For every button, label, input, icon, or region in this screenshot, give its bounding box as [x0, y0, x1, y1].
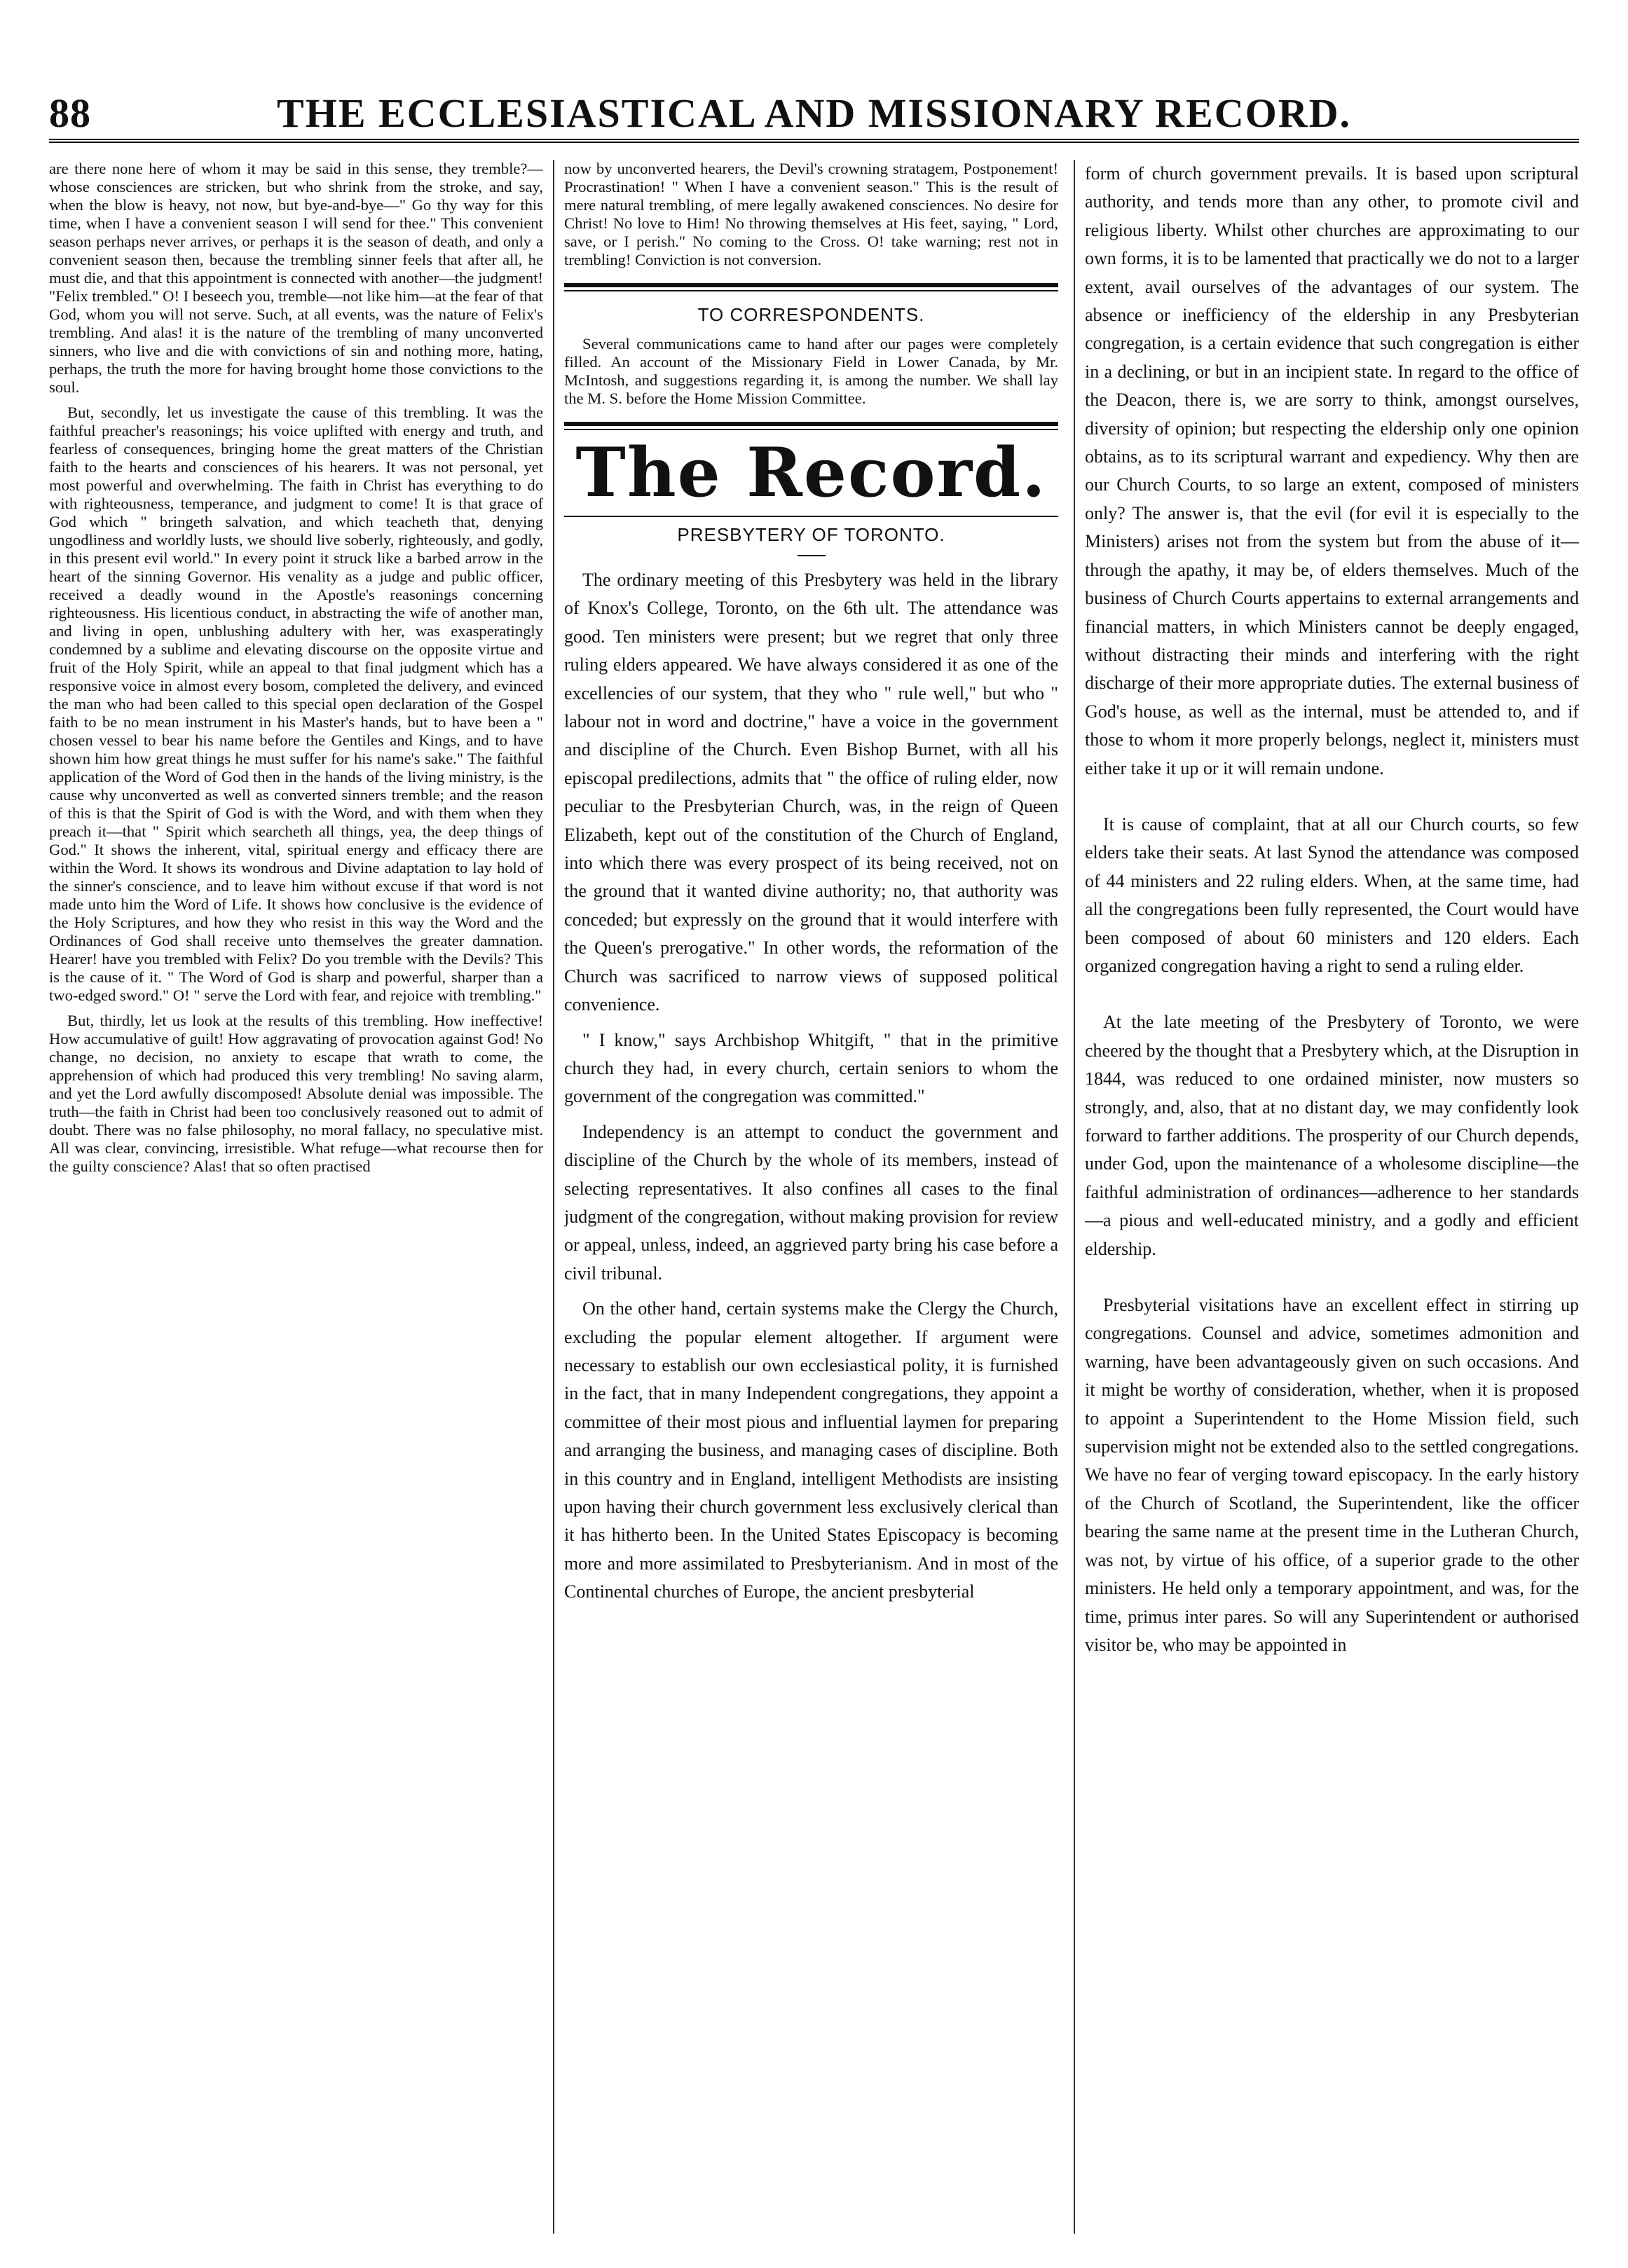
column-3-paragraph: Presbyterial visitations have an excellent effect in stirring up congregations. Counsel and advice, sometimes admonition and warning, have been advantageously given on such occasions. And it might be worthy of consideration, whether, when it is proposed to appoint a Superintendent to the Home Mission field, such supervision might not be extended also to the settled congregations. We have no fear of verging toward episcopacy. In the early history of the Church of Scotland, the Superintendent, like the officer bearing the same name at the present time in the Lutheran Church, was not, by virtue of his office, of a superior grade to the other ministers. He held only a temporary appointment, and was, for the time, primus inter pares. So will any Superintendent or authorised visitor be, who may be appointed in [1085, 1295, 1579, 1655]
running-title: THE ECCLESIASTICAL AND MISSIONARY RECORD. [277, 90, 1351, 136]
column-divider [553, 160, 554, 2234]
record-paragraph: " I know," says Archbishop Whitgift, " that in the primitive church they had, in every church, certain seniors to whom the government of the congregation was committed." [564, 1029, 1058, 1107]
record-paragraph: Independency is an attempt to conduct the government and discipline of the Church by the whole of its members, instead of selecting representatives. It also confines all cases to the final judgment of the congregation, without making provision for review or appeal, unless, indeed, an aggrieved party bring his case before a civil tribunal. [564, 1121, 1058, 1284]
column-3-paragraph: It is cause of complaint, that at all our Church courts, so few elders take their seats. At last Synod the attendance was composed of 44 ministers and 22 ruling elders. When, at the same time, had all the congregations been fully represented, the Court would have been composed of about 60 ministers and 120 elders. Each organized congregation having a right to send a ruling elder. [1085, 813, 1579, 976]
column-1 [49, 160, 543, 2234]
column-2 [564, 160, 1058, 2234]
section-rule-thick [564, 283, 1058, 287]
column-3-paragraph: At the late meeting of the Presbytery of Toronto, we were cheered by the thought that a Presbytery which, at the Disruption in 1844, was reduced to one ordained minister, now musters so strongly, and, also, that at no distant day, we may confidently look forward to farther additions. The prosperity of our Church depends, under God, upon the maintenance of a wholesome discipline—the faithful administration of ordinances—adherence to her standards—a pious and well-educated ministry, and a godly and efficient eldership. [1085, 1012, 1579, 1259]
column-divider [1074, 160, 1075, 2234]
correspondents-text: Several communications came to hand after our pages were completely filled. An account of the Missionary Field in Lower Canada, by Mr. McIntosh, and suggestions regarding it, is among the number. We shall lay the M. S. before the Home Mission Committee. [564, 335, 1058, 407]
section-rule-thin [564, 290, 1058, 291]
column-1-paragraph: But, secondly, let us investigate the cause of this trembling. It was the faithful preacher's reasonings; his voice uplifted with energy and truth, and fearless of consequences, bringing home the great matters of the Christian faith to the hearts and consciences of his hearers. It was not personal, yet most powerful and overwhelming. The faith in Christ has everything to do with righteousness, temperance, and judgment to come! It is that grace of God which " bringeth salvation, and which teacheth that, denying ungodliness and worldly lusts, we should live soberly, righteously, and godly, in this present evil world." In every point it struck like a barbed arrow in the heart of the sinning Governor. His venality as a judge and public officer, received a deadly wound in the Apostle's reasonings concerning righteousness. His licentious conduct, in abstracting the wife of another man, and living in open, unblushing adultery with her, was exasperatingly condemned by a sublime and elevating discourse on the opposite virtue and fruit of the Holy Spirit, while an appeal to that final judgment which has a responsive voice in almost every bosom, completed the delivery, and evinced the man who had been called to this special open declaration of the Gospel faith to be no mean instrument in his Master's hands, but to have been a " chosen vessel to bear his name before the Gentiles and Kings, and to have shown him how great things he must suffer for his name's sake." The faithful application of the Word of God then in the hands of the living ministry, is the cause why unconverted as well as converted sinners tremble; and the reason of this is that the Spirit of God is with the Word, and with them when they preach it—that " Spirit which searcheth all things, yea, the deep things of God." It shows the inherent, vital, spiritual energy and efficacy there are within the Word. It shows its wondrous and Divine adaptation to lay hold of the sinner's conscience, and to leave him without excuse if that word is not made unto him the Word of Life. It shows how conclusive is the evidence of the Holy Scriptures, and how they who resist in this way the Word and the Ordinances of God shall receive unto themselves the greater damnation. Hearer! have you trembled with Felix? Do you tremble with the Devils? This is the cause of it. " The Word of God is sharp and powerful, sharper than a two-edged sword." O! " serve the Lord with fear, and rejoice with trembling." [49, 404, 543, 1004]
section-rule-thin [564, 429, 1058, 430]
presbytery-heading: PRESBYTERY OF TORONTO. [677, 524, 945, 545]
record-paragraph: On the other hand, certain systems make the Clergy the Church, excluding the popular element altogether. If argument were necessary to establish our own ecclesiastical polity, it is furnished in the fact, that in many Independent congregations, they appoint a committee of their most pious and influential laymen for preparing and arranging the business, and managing cases of discipline. Both in this country and in England, intelligent Methodists are insisting upon having their church government less exclusively clerical than it has hitherto been. In the United States Episcopacy is becoming more and more assimilated to Presbyterianism. And in most of the Continental churches of Europe, the ancient presbyterial [564, 1298, 1058, 1602]
masthead-rule [564, 516, 1058, 517]
record-body [564, 566, 1058, 1607]
newspaper-page [49, 84, 1579, 2242]
page-header [49, 84, 1579, 147]
correspondents-heading: TO CORRESPONDENTS. [697, 304, 925, 325]
heading-short-rule [798, 555, 826, 556]
record-masthead: The Record. [575, 433, 1047, 512]
column-1-paragraph: But, thirdly, let us look at the results of this trembling. How ineffective! How accumulative of guilt! How aggravating of provocation against God! No change, no decision, no anxiety to escape that wrath to come, the apprehension of which had produced this very trembling! No saving alarm, and yet the Lord awfully discomposed! Absolute denial was impossible. The truth—the faith in Christ had been too conclusively reasoned out to admit of doubt. There was no false philosophy, no moral fallacy, no speculative mist. All was clear, convincing, irresistible. What refuge—what recourse then for the guilty conscience? Alas! that so often practised [49, 1012, 543, 1175]
column-3 [1085, 160, 1579, 2234]
page-number: 88 [49, 90, 91, 136]
column-3-paragraph: form of church government prevails. It is based upon scriptural authority, and tends more than any other, to promote civil and religious liberty. Whilst other churches are approximating to our own forms, it is to be lamented that practically we do not to a larger extent, avail ourselves of the advantages of our system. The absence or inefficiency of the eldership in any Presbyterian congregation, is a certain evidence that such congregation is either in a declining, or but in an incipient state. In regard to the office of the Deacon, there is, we are sorry to think, amongst ourselves, diversity of opinion; but respecting the eldership only one opinion obtains, as to its scriptural warrant and expediency. Why then are our Church Courts, to so large an extent, composed of ministers only? The answer is, that the evil (for evil it is especially to the Ministers) arises not from the system but from the abuse of it—through the apathy, it may be, of elders themselves. Much of the business of Church Courts appertains to external arrangements and financial matters, in which Ministers cannot be deeply engaged, without distracting their minds and interfering with the right discharge of their more appropriate duties. The external business of God's house, as well as the internal, must be attended to, and if those to whom it more properly belongs, neglect it, ministers must either take it up or it will remain undone. [1085, 163, 1579, 778]
section-rule-thick [564, 422, 1058, 426]
column-1-paragraph: are there none here of whom it may be said in this sense, they tremble?—whose consciences are stricken, but who shrink from the stroke, and say, when the blow is heavy, not now, but bye-and-bye—" Go thy way for this time, when I have a convenient season I will send for thee." This convenient season perhaps never arrives, or perhaps it is the season of death, and only a convenient season then, because the trembling sinner feels that after all, he must die, and that this appointment is connected with another—the judgment! "Felix trembled." O! I beseech you, tremble—not like him—at the fear of that God, whom you will not serve. Such, at all events, was the nature of Felix's trembling. And alas! it is the nature of the trembling of many unconverted sinners, who live and die with convictions of sin and nothing more, hating, perhaps, the truth the more for having brought home those convictions to the soul. [49, 160, 543, 396]
header-rule [49, 139, 1579, 143]
record-paragraph: The ordinary meeting of this Presbytery was held in the library of Knox's College, Toronto, on the 6th ult. The attendance was good. Ten ministers were present; but we regret that only three ruling elders appeared. We have always considered it as one of the excellencies of our system, that they who " rule well," but who " labour not in word and doctrine," have a voice in the government and discipline of the Church. Even Bishop Burnet, with all his episcopal predilections, admits that " the office of ruling elder, now peculiar to the Presbyterian Church, was, in the reign of Queen Elizabeth, kept out of the constitution of the Church of England, into which there was every prospect of its being received, not on the ground that it wanted divine authority; no, that authority was conceded; but expressly on the ground that it would interfere with the Queen's prerogative." In other words, the reformation of the Church was sacrificed to narrow views of supposed political convenience. [564, 570, 1058, 1015]
sermon-continuation: now by unconverted hearers, the Devil's crowning stratagem, Postponement! Procrastination! " When I have a convenient season." This is the result of mere natural trembling, of mere legally awakened consciences. No desire for Christ! No love to Him! No throwing themselves at His feet, saying, " Lord, save, or I perish." No coming to the Cross. O! take warning; rest not in trembling! Conviction is not conversion. [564, 160, 1058, 268]
